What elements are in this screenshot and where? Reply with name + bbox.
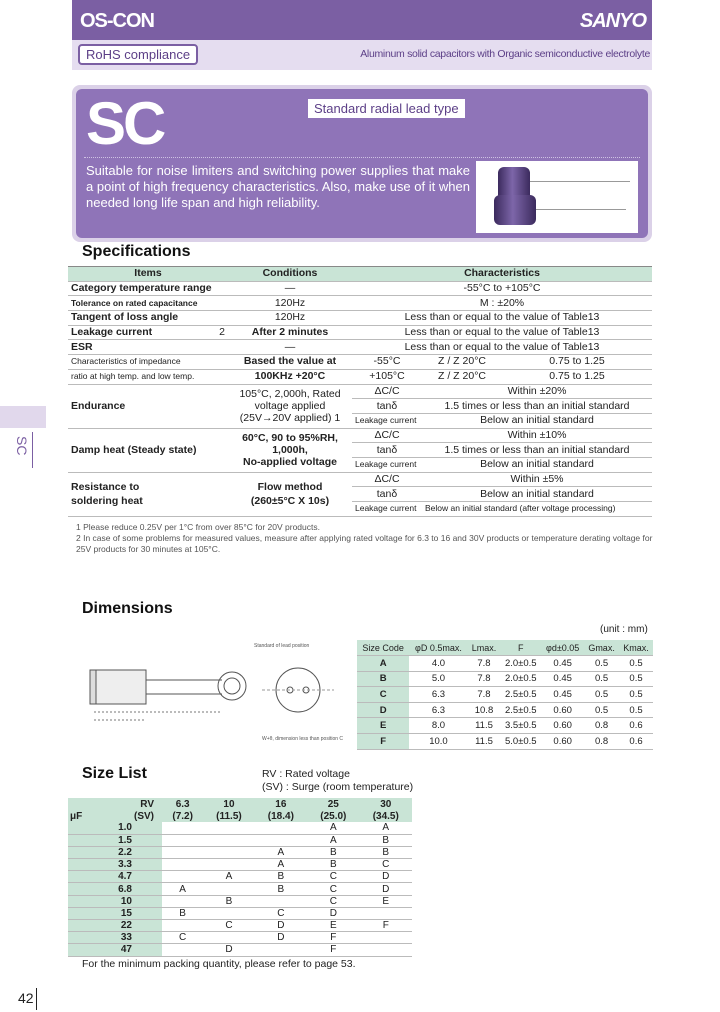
table-row: 6.8 A B C D: [68, 883, 412, 895]
series-title: SC: [86, 90, 164, 157]
hero-panel: [72, 85, 652, 242]
table-row: D 6.3 10.8 2.5±0.5 0.60 0.5 0.5: [357, 702, 653, 718]
table-row: Leakage current 2 After 2 minutes Less than or equal to the value of Table13: [68, 325, 652, 340]
table-row: Endurance 105°C, 2,000h, Rated voltage applied (25V→20V applied) 1 ΔC/C Within ±20%: [68, 384, 652, 399]
table-row: tanδ 1.5 times or less than an initial standard: [68, 399, 652, 414]
table-row: B 5.0 7.8 2.0±0.5 0.45 0.5 0.5: [357, 671, 653, 687]
unit-label: (unit : mm): [600, 624, 648, 635]
table-header: Size Code φD 0.5max. Lmax. F φd±0.05 Gmax. Kmax.: [357, 640, 653, 656]
table-row: 33 C D F: [68, 932, 412, 944]
table-row: Characteristics of impedance Based the value at -55°C Z / Z 20°C 0.75 to 1.25: [68, 355, 652, 370]
table-row: Damp heat (Steady state) 60°C, 90 to 95%RH, 1,000h, No-applied voltage ΔC/C Within ±10%: [68, 428, 652, 443]
header-bar: [72, 0, 652, 40]
sub-header: [72, 40, 652, 70]
table-row: F 10.0 11.5 5.0±0.5 0.60 0.8 0.6: [357, 734, 653, 750]
product-subtitle: Aluminum solid capacitors with Organic semiconductive electrolyte: [360, 48, 650, 60]
capacitor-photo: [476, 161, 638, 233]
table-row: 2.2 A B B: [68, 846, 412, 858]
table-row: E 8.0 11.5 3.5±0.5 0.60 0.8 0.6: [357, 718, 653, 734]
table-header: μF (SV) (7.2) (11.5) (18.4) (25.0) (34.5): [68, 810, 412, 822]
dimensions-heading: Dimensions: [82, 600, 173, 617]
size-list-table: [68, 798, 412, 957]
table-row: A 4.0 7.8 2.0±0.5 0.45 0.5 0.5: [357, 656, 653, 672]
table-row: 3.3 A B C: [68, 859, 412, 871]
table-row: 1.5 A B: [68, 834, 412, 846]
maker-logo: SANYO: [579, 10, 646, 32]
drawing-note-w: W+θ, dimension less than position C: [262, 736, 344, 742]
table-row: 47 D F: [68, 944, 412, 956]
rohs-badge: RoHS compliance: [78, 44, 198, 65]
specifications-table: [68, 266, 652, 517]
dimensions-table: [357, 640, 653, 750]
table-row: Leakage current Below an initial standard: [68, 413, 652, 428]
table-row: Resistance to soldering heat Flow method (260±5°C X 10s) ΔC/C Within ±5%: [68, 472, 652, 487]
table-row: 22 C D E F: [68, 920, 412, 932]
table-row: tanδ Below an initial standard: [68, 487, 652, 502]
table-row: C 6.3 7.8 2.5±0.5 0.45 0.5 0.5: [357, 687, 653, 703]
series-description: Suitable for noise limiters and switching power supplies that make a point of high frequency characteristics. Also, make use of it when needed long life span and high reliability.: [86, 163, 470, 210]
table-row: 15 B C D: [68, 907, 412, 919]
spec-notes: 1 Please reduce 0.25V per 1°C from over 85°C for 20V products. 2 In case of some problems for measured values, measure after applying rated voltage for 6.3 to 16 and 30V products or temperature derating voltage for 25V products for 30 minutes at 105°C.: [76, 522, 653, 554]
side-tab: [0, 406, 46, 428]
table-row: 1.0 A A: [68, 822, 412, 834]
dimension-drawing: [72, 640, 356, 750]
table-header: RV 6.3 10 16 25 30: [68, 798, 412, 810]
table-row: Leakage current Below an initial standard (after voltage processing): [68, 502, 652, 517]
table-row: ratio at high temp. and low temp. 100KHz +20°C +105°C Z / Z 20°C 0.75 to 1.25: [68, 369, 652, 384]
packing-note: For the minimum packing quantity, please refer to page 53.: [82, 958, 356, 970]
table-row: Tolerance on rated capacitance 120Hz M : ±20%: [68, 296, 652, 311]
lead-type-label: Standard radial lead type: [308, 99, 465, 118]
drawing-note-lead: Standard of lead position: [254, 643, 310, 649]
brand-logo: OS-CON: [80, 10, 154, 32]
table-row: ESR — Less than or equal to the value of Table13: [68, 340, 652, 355]
side-tab-label: SC: [14, 436, 30, 456]
table-row: tanδ 1.5 times or less than an initial standard: [68, 443, 652, 458]
table-header: Items Conditions Characteristics: [68, 267, 652, 282]
table-row: Category temperature range — -55°C to +105°C: [68, 281, 652, 296]
page-number: 42: [18, 990, 34, 1006]
voltage-legend: RV : Rated voltage (SV) : Surge (room temperature): [262, 768, 414, 793]
table-row: 10 B C E: [68, 895, 412, 907]
size-list-heading: Size List: [82, 765, 147, 782]
specifications-heading: Specifications: [82, 243, 191, 260]
table-row: Tangent of loss angle 120Hz Less than or equal to the value of Table13: [68, 311, 652, 326]
table-row: 4.7 A B C D: [68, 871, 412, 883]
table-row: Leakage current Below an initial standard: [68, 457, 652, 472]
